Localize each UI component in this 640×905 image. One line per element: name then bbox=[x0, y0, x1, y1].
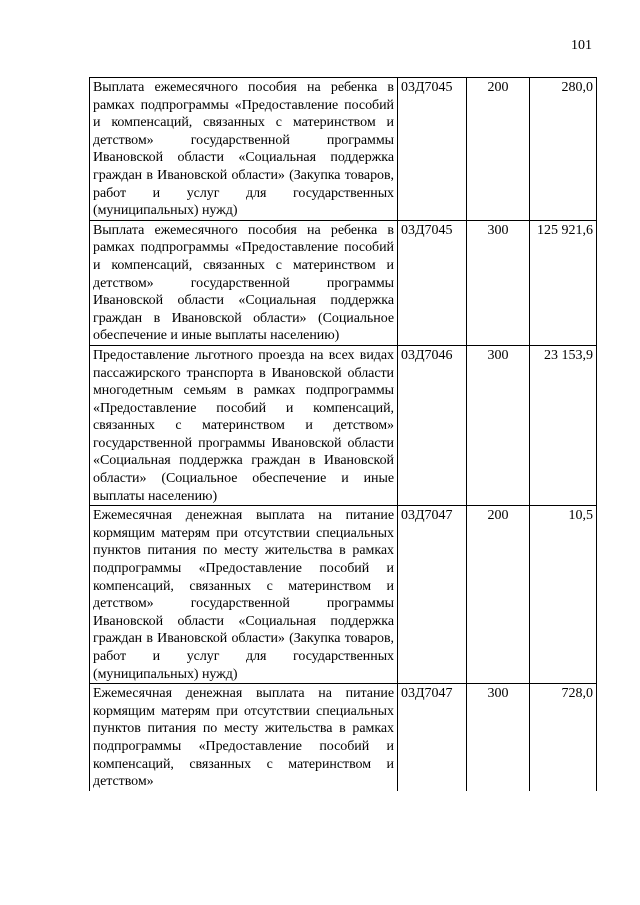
row-target-code: 03Д7046 bbox=[398, 345, 467, 505]
row-target-code: 03Д7045 bbox=[398, 220, 467, 345]
row-description: Предоставление льготного проезда на всех видах пассажирского транспорта в Ивановской области многодетным семьям в рамках подпрограммы «Предоставление пособий и компенсаций, связанных с материнством и детством» государственной программы Ивановской области «Социальная поддержка граждан в Ивановской области» (Социальное обеспечение и иные выплаты населению) bbox=[90, 345, 398, 505]
page-number: 101 bbox=[571, 38, 592, 53]
budget-table bbox=[89, 77, 597, 791]
row-expense-type: 200 bbox=[467, 506, 530, 684]
row-expense-type: 300 bbox=[467, 684, 530, 791]
row-expense-type: 300 bbox=[467, 345, 530, 505]
table-row bbox=[90, 78, 597, 221]
row-description: Выплата ежемесячного пособия на ребенка в рамках подпрограммы «Предоставление пособий и компенсаций, связанных с материнством и детством» государственной программы Ивановской области «Социальная поддержка граждан в Ивановской области» (Закупка товаров, работ и услуг для государственных (муниципальных) нужд) bbox=[90, 78, 398, 221]
row-description: Выплата ежемесячного пособия на ребенка в рамках подпрограммы «Предоставление пособий и компенсаций, связанных с материнством и детством» государственной программы Ивановской области «Социальная поддержка граждан в Ивановской области» (Социальное обеспечение и иные выплаты населению) bbox=[90, 220, 398, 345]
row-target-code: 03Д7047 bbox=[398, 506, 467, 684]
row-amount: 23 153,9 bbox=[530, 345, 597, 505]
row-description: Ежемесячная денежная выплата на питание кормящим матерям при отсутствии специальных пунктов питания по месту жительства в рамках подпрограммы «Предоставление пособий и компенсаций, связанных с материнством и детством» государственной программы Ивановской области «Социальная поддержка граждан в Ивановской области» (Закупка товаров, работ и услуг для государственных (муниципальных) нужд) bbox=[90, 506, 398, 684]
table-row bbox=[90, 506, 597, 684]
row-amount: 728,0 bbox=[530, 684, 597, 791]
row-amount: 10,5 bbox=[530, 506, 597, 684]
row-expense-type: 200 bbox=[467, 78, 530, 221]
table-row bbox=[90, 684, 597, 791]
row-amount: 280,0 bbox=[530, 78, 597, 221]
row-expense-type: 300 bbox=[467, 220, 530, 345]
row-description: Ежемесячная денежная выплата на питание кормящим матерям при отсутствии специальных пунктов питания по месту жительства в рамках подпрограммы «Предоставление пособий и компенсаций, связанных с материнством и детством» bbox=[90, 684, 398, 791]
row-target-code: 03Д7045 bbox=[398, 78, 467, 221]
row-amount: 125 921,6 bbox=[530, 220, 597, 345]
table-row bbox=[90, 345, 597, 505]
table-row bbox=[90, 220, 597, 345]
row-target-code: 03Д7047 bbox=[398, 684, 467, 791]
